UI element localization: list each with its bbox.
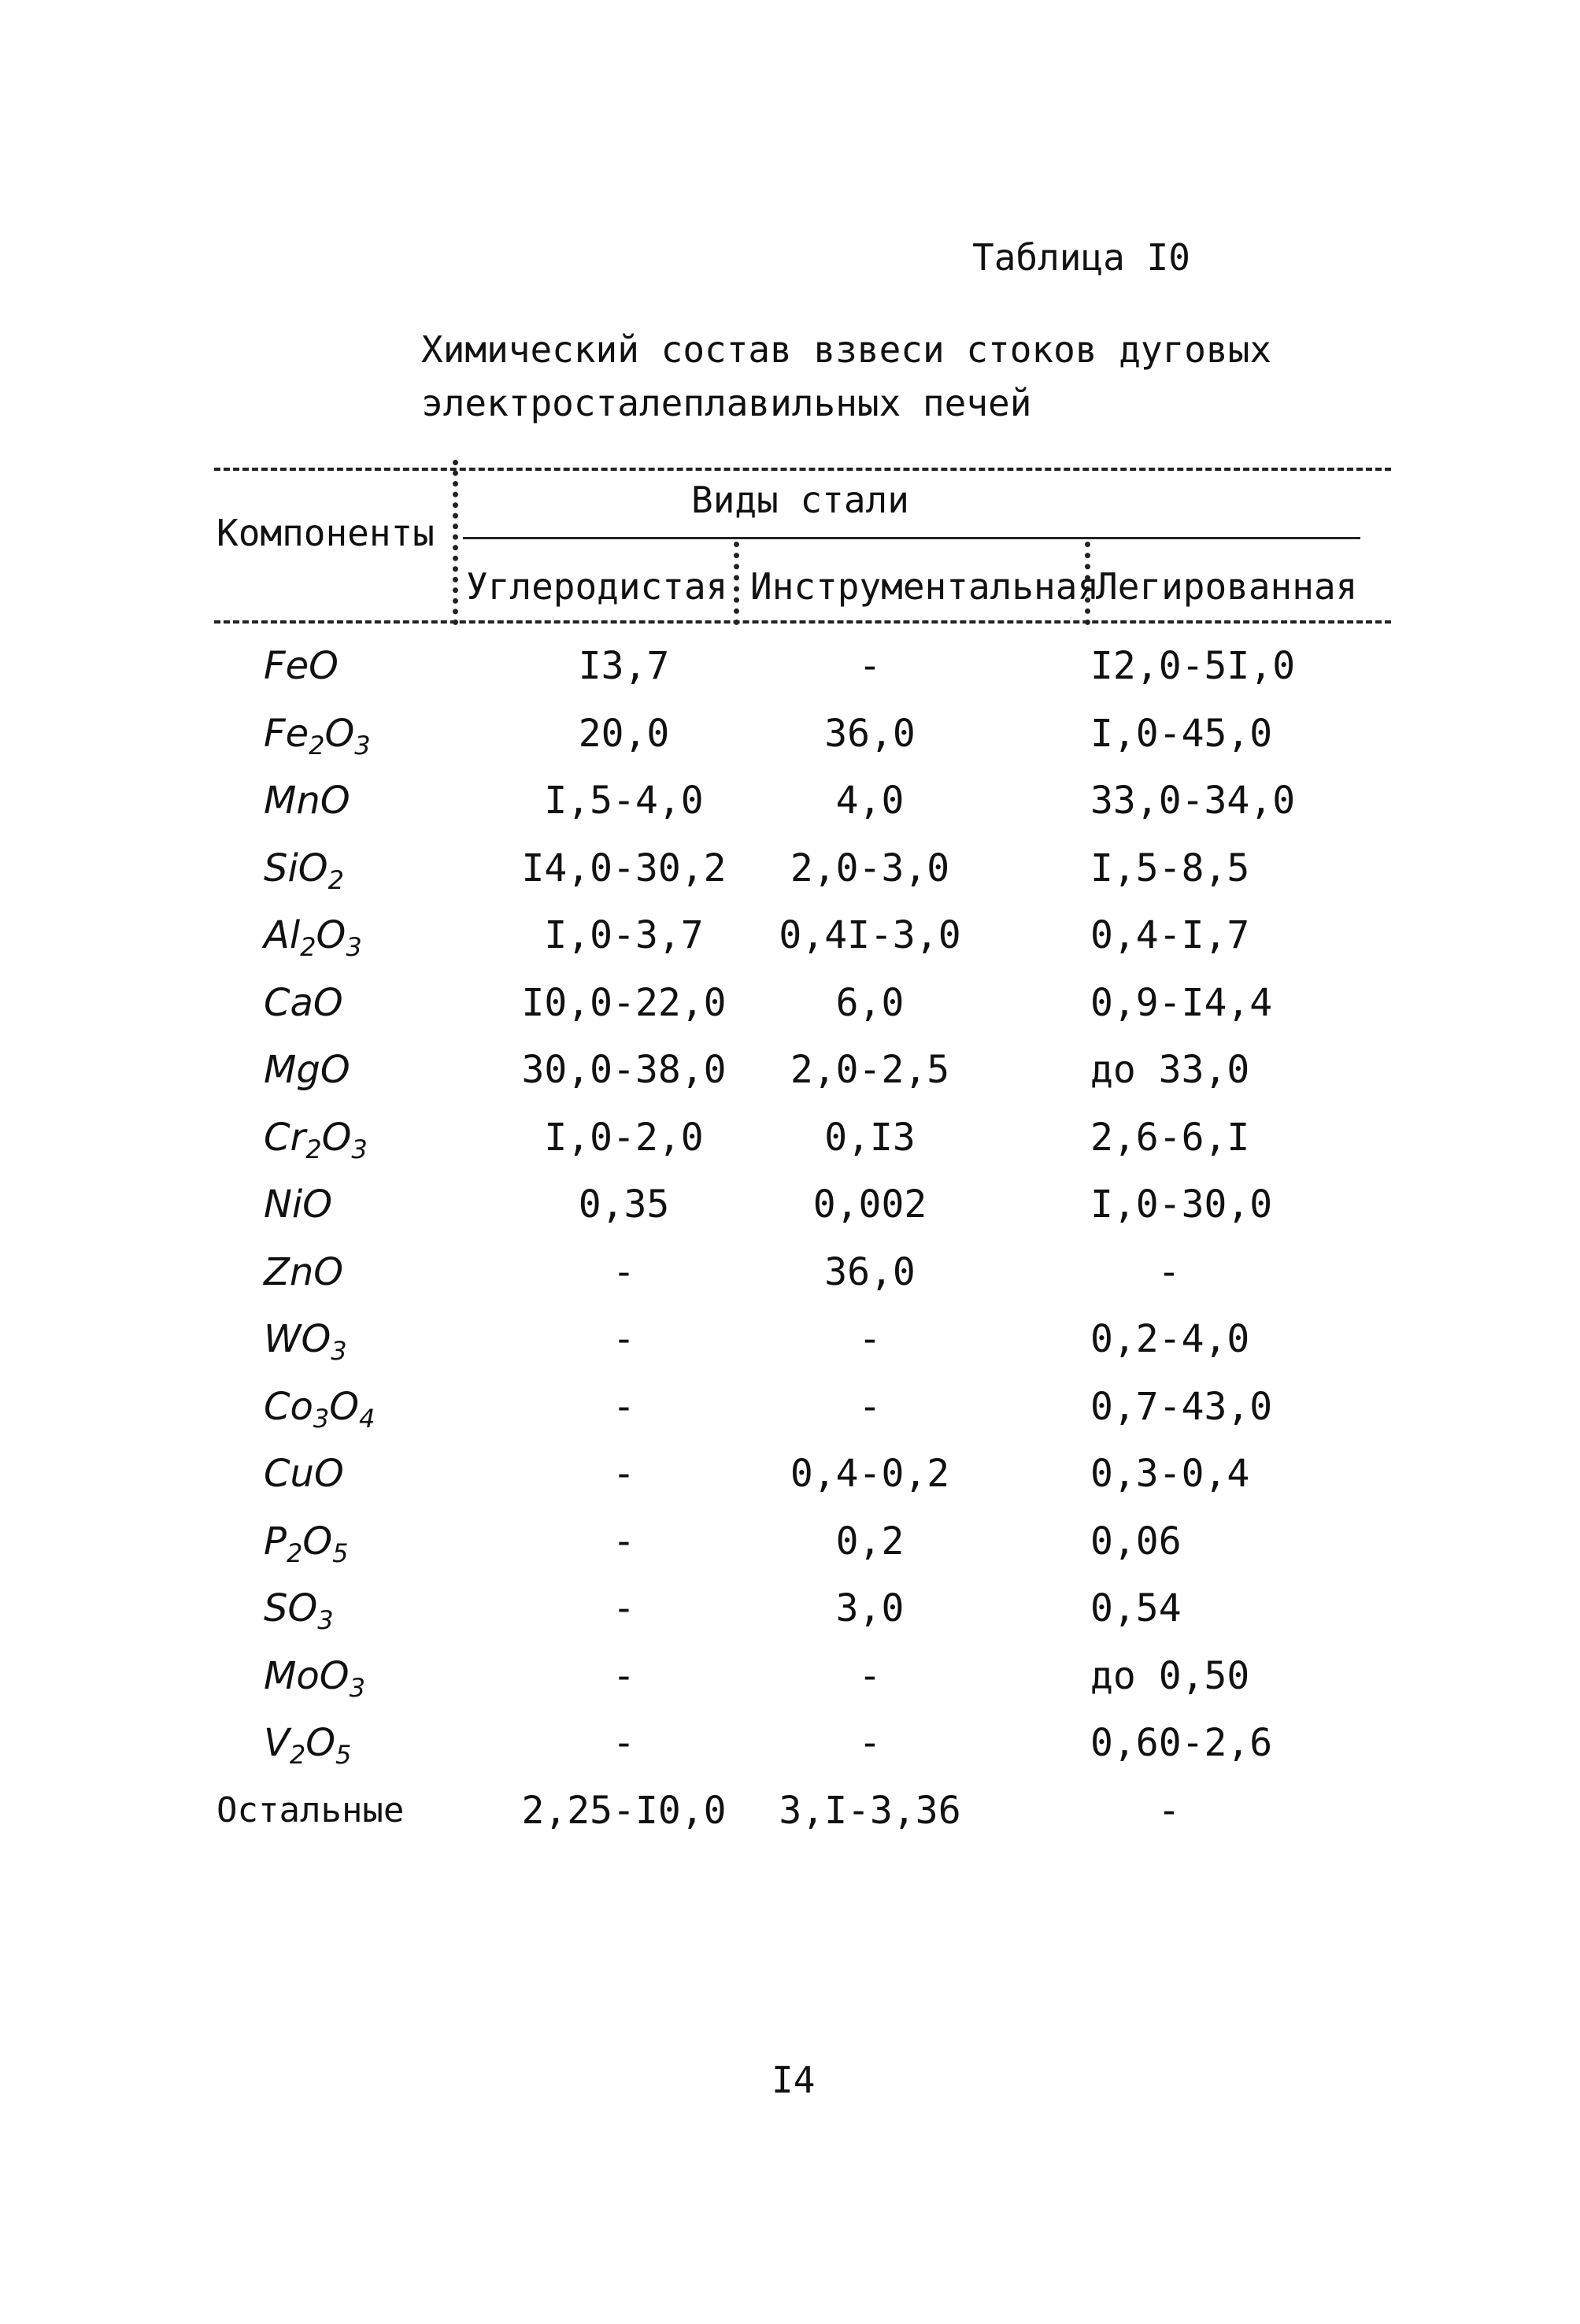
tool-steel-value: -	[858, 1721, 882, 1765]
carbon-steel-value: I0,0-22,0	[521, 980, 727, 1025]
table-row	[0, 772, 1580, 840]
component-name: $Cr_2O_3$	[264, 1115, 368, 1164]
alloy-steel-value: I,5-8,5	[1090, 846, 1250, 890]
tool-steel-value: -	[858, 1653, 882, 1698]
alloy-steel-value: 2,6-6,I	[1090, 1115, 1250, 1160]
table-row	[0, 1445, 1580, 1513]
carbon-steel-value: I3,7	[578, 644, 670, 688]
table-row	[0, 638, 1580, 705]
tool-steel-value: 2,0-3,0	[790, 846, 950, 890]
carbon-steel-value: 30,0-38,0	[521, 1048, 727, 1092]
header-components: Компоненты	[216, 512, 435, 554]
header-alloy-steel: Легированная	[1096, 565, 1358, 608]
table-row	[0, 1244, 1580, 1312]
component-name: FeO	[264, 644, 339, 688]
component-name: ZnO	[264, 1249, 344, 1294]
table-label: Таблица I0	[972, 236, 1190, 279]
tool-steel-value: 3,0	[835, 1586, 905, 1630]
table-row	[0, 1042, 1580, 1109]
component-name: CuO	[264, 1452, 344, 1496]
component-name: $Fe_2O_3$	[264, 711, 371, 760]
header-top-rule	[214, 468, 1391, 471]
table-row	[0, 1378, 1580, 1446]
component-name: $Al_2O_3$	[264, 913, 362, 962]
component-name: NiO	[264, 1182, 333, 1227]
alloy-steel-value: -	[1157, 1788, 1181, 1833]
tool-steel-value: 4,0	[835, 779, 905, 823]
tool-steel-value: 6,0	[835, 980, 905, 1025]
carbon-steel-value: -	[612, 1586, 635, 1630]
page-number: I4	[771, 2059, 816, 2101]
carbon-steel-value: I,5-4,0	[544, 779, 704, 823]
alloy-steel-value: I,0-30,0	[1090, 1182, 1273, 1227]
table-row	[0, 1782, 1580, 1850]
component-name: SiO$_2$	[264, 846, 344, 895]
tool-steel-value: 0,4I-3,0	[779, 913, 961, 957]
table-title-line-1: Химический состав взвеси стоков дуговых	[421, 328, 1272, 371]
tool-steel-value: 2,0-2,5	[790, 1048, 950, 1092]
table-row	[0, 1648, 1580, 1715]
header-tool-steel: Инструментальная	[750, 565, 1100, 608]
component-name: $WO_3$	[264, 1317, 347, 1366]
header-bottom-rule	[214, 620, 1391, 624]
tool-steel-value: 0,I3	[824, 1115, 916, 1160]
header-carbon-steel: Углеродистая	[466, 565, 728, 608]
tool-steel-value: -	[858, 1384, 882, 1429]
carbon-steel-value: -	[612, 1384, 635, 1429]
steel-types-underline	[463, 537, 1360, 539]
carbon-steel-value: I,0-2,0	[544, 1115, 704, 1160]
tool-steel-value: 3,I-3,36	[779, 1788, 961, 1833]
table-row	[0, 907, 1580, 975]
tool-steel-value: 0,002	[812, 1182, 927, 1227]
component-name: $P_2O_5$	[264, 1519, 349, 1568]
alloy-steel-value: 0,2-4,0	[1090, 1317, 1250, 1361]
table-row	[0, 705, 1580, 773]
component-name: $V_2O_5$	[264, 1721, 352, 1770]
table-row	[0, 1580, 1580, 1648]
table-row	[0, 1109, 1580, 1177]
alloy-steel-value: 33,0-34,0	[1090, 779, 1296, 823]
table-title-line-2: электросталеплавильных печей	[421, 382, 1032, 424]
alloy-steel-value: -	[1157, 1249, 1181, 1294]
alloy-steel-value: 0,9-I4,4	[1090, 980, 1273, 1025]
header-steel-types: Виды стали	[691, 479, 909, 521]
alloy-steel-value: I2,0-5I,0	[1090, 644, 1296, 688]
table-row	[0, 1715, 1580, 1782]
carbon-steel-value: -	[612, 1653, 635, 1698]
alloy-steel-value: 0,60-2,6	[1090, 1721, 1273, 1765]
component-name: $SO_3$	[264, 1586, 334, 1635]
component-name: MoO$_3$	[264, 1653, 365, 1703]
carbon-steel-value: 0,35	[578, 1182, 670, 1227]
table-row	[0, 840, 1580, 908]
component-name: MnO	[264, 779, 350, 823]
header-separator-components	[453, 460, 458, 625]
carbon-steel-value: -	[612, 1519, 635, 1564]
alloy-steel-value: до 33,0	[1090, 1048, 1250, 1092]
component-name: MgO	[264, 1048, 350, 1092]
component-name: CaO	[264, 980, 343, 1025]
tool-steel-value: -	[858, 1317, 882, 1361]
table-title	[421, 323, 1271, 430]
alloy-steel-value: 0,3-0,4	[1090, 1452, 1250, 1496]
carbon-steel-value: 20,0	[578, 711, 670, 756]
tool-steel-value: 0,4-0,2	[790, 1452, 950, 1496]
carbon-steel-value: -	[612, 1452, 635, 1496]
carbon-steel-value: 2,25-I0,0	[521, 1788, 727, 1833]
carbon-steel-value: I4,0-30,2	[521, 846, 727, 890]
alloy-steel-value: 0,06	[1090, 1519, 1182, 1564]
carbon-steel-value: I,0-3,7	[544, 913, 704, 957]
tool-steel-value: -	[858, 644, 882, 688]
header-separator-carbon-tool	[734, 542, 739, 625]
tool-steel-value: 0,2	[835, 1519, 905, 1564]
tool-steel-value: 36,0	[824, 1249, 916, 1294]
carbon-steel-value: -	[612, 1721, 635, 1765]
alloy-steel-value: до 0,50	[1090, 1653, 1250, 1698]
table-row	[0, 975, 1580, 1042]
carbon-steel-value: -	[612, 1249, 635, 1294]
tool-steel-value: 36,0	[824, 711, 916, 756]
alloy-steel-value: 0,54	[1090, 1586, 1182, 1630]
component-name: Остальные	[216, 1789, 405, 1830]
table-row	[0, 1513, 1580, 1581]
alloy-steel-value: 0,4-I,7	[1090, 913, 1250, 957]
component-name: $Co_3O_4$	[264, 1384, 376, 1434]
carbon-steel-value: -	[612, 1317, 635, 1361]
alloy-steel-value: I,0-45,0	[1090, 711, 1273, 756]
alloy-steel-value: 0,7-43,0	[1090, 1384, 1273, 1429]
table-row	[0, 1176, 1580, 1244]
table-body	[0, 638, 1580, 1849]
table-row	[0, 1311, 1580, 1378]
